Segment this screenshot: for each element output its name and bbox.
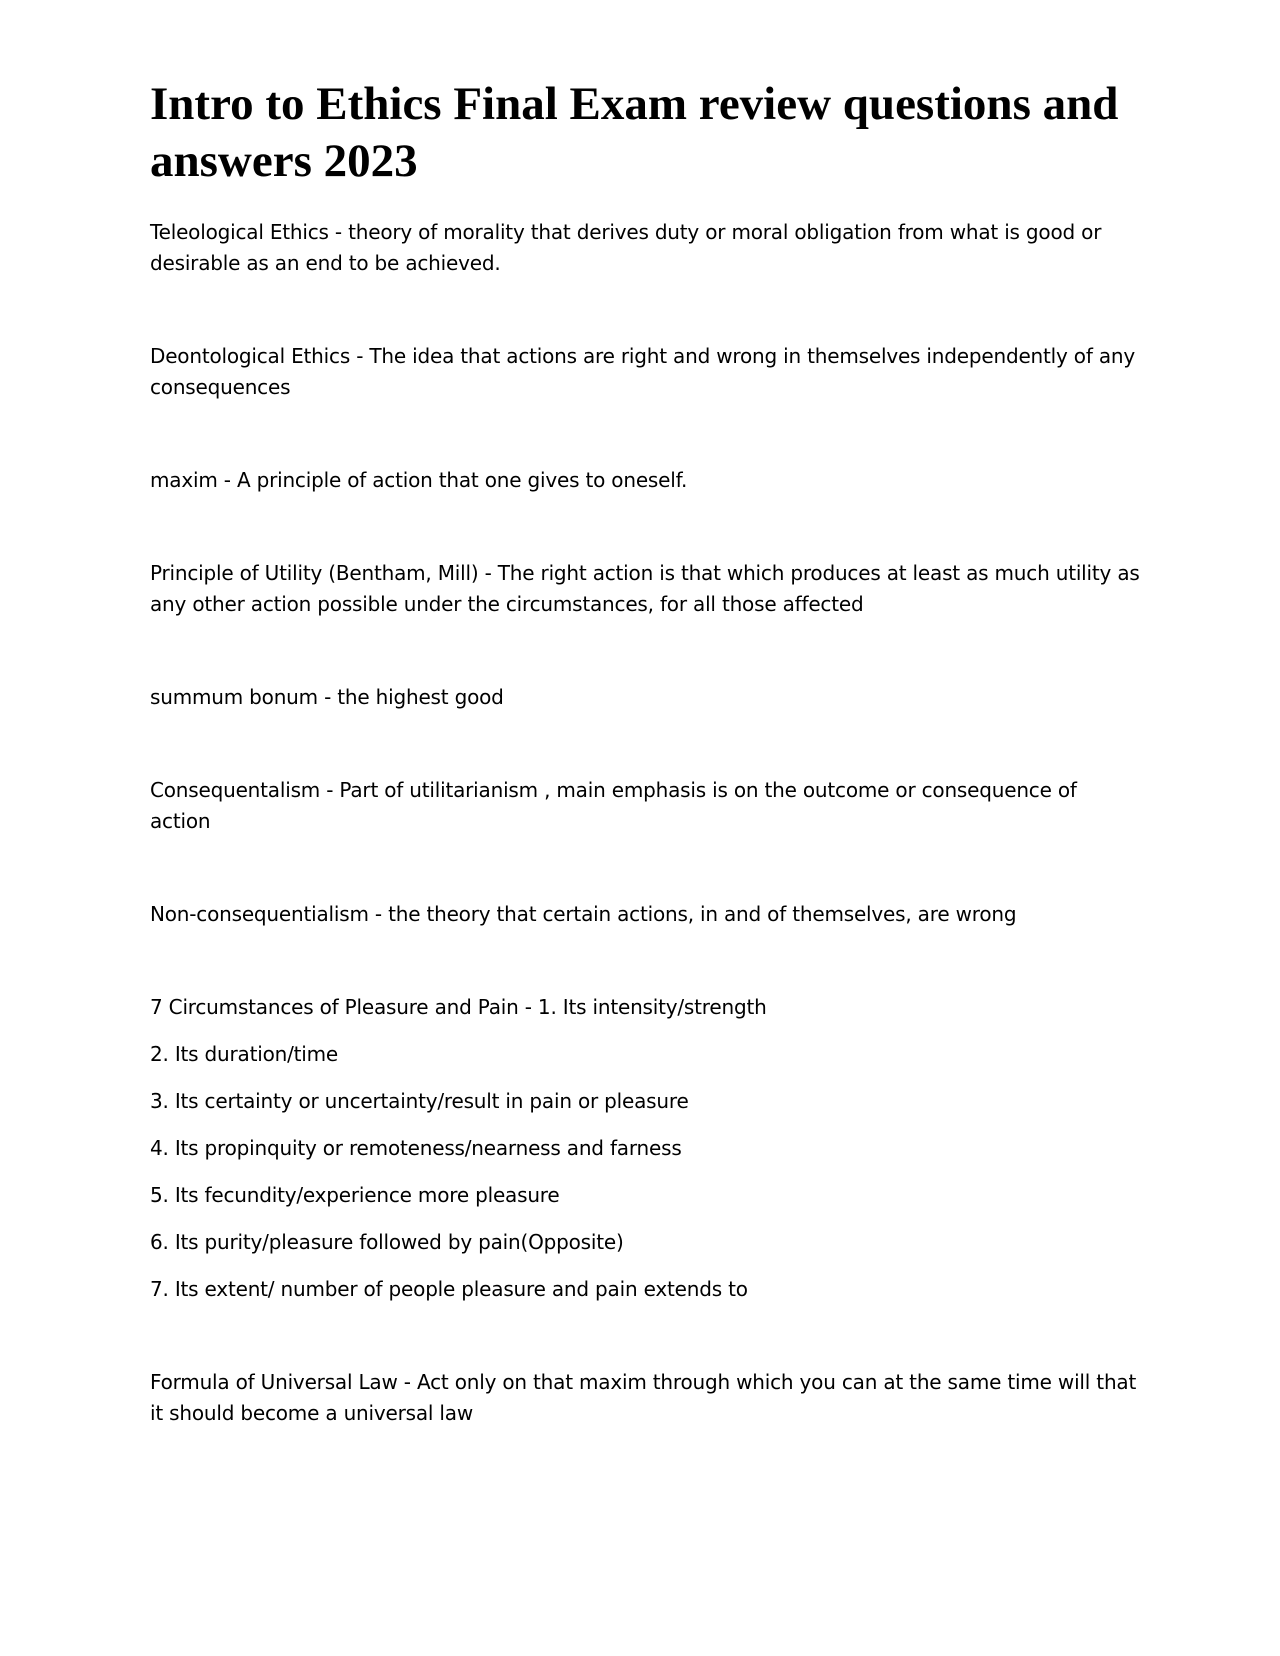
document-content xyxy=(150,76,1140,1429)
circumstance-item: 7 Circumstances of Pleasure and Pain - 1. Its intensity/strength xyxy=(150,995,767,1019)
entry-non-consequentialism: Non-consequentialism - the theory that certain actions, in and of themselves, are wrong xyxy=(150,902,1017,926)
circumstance-item: 2. Its duration/time xyxy=(150,1042,339,1066)
paragraph-gap xyxy=(150,930,1140,992)
paragraph-gap xyxy=(150,279,1140,341)
circumstances-list xyxy=(150,992,1140,1305)
entry-consequentalism: Consequentalism - Part of utilitarianism , main emphasis is on the outcome or consequence of action xyxy=(150,778,1077,833)
circumstance-item: 4. Its propinquity or remoteness/nearness and farness xyxy=(150,1136,682,1160)
document-title: Intro to Ethics Final Exam review questions and answers 2023 xyxy=(150,78,1119,187)
circumstance-item: 3. Its certainty or uncertainty/result in pain or pleasure xyxy=(150,1089,689,1113)
paragraph-gap xyxy=(150,496,1140,558)
entry-formula-of-universal-law: Formula of Universal Law - Act only on that maxim through which you can at the same time will that it should become a universal law xyxy=(150,1370,1137,1425)
paragraph-gap xyxy=(150,620,1140,682)
circumstance-item: 6. Its purity/pleasure followed by pain(Opposite) xyxy=(150,1230,624,1254)
entry-deontological-ethics: Deontological Ethics - The idea that actions are right and wrong in themselves independently of any consequences xyxy=(150,344,1136,399)
paragraph-gap xyxy=(150,837,1140,899)
entry-teleological-ethics: Teleological Ethics - theory of morality that derives duty or moral obligation from what is good or desirable as an end to be achieved. xyxy=(150,220,1102,275)
paragraph-gap xyxy=(150,403,1140,465)
paragraph-gap xyxy=(150,713,1140,775)
entry-maxim: maxim - A principle of action that one gives to oneself. xyxy=(150,468,688,492)
entry-summum-bonum: summum bonum - the highest good xyxy=(150,685,504,709)
entry-principle-of-utility: Principle of Utility (Bentham, Mill) - The right action is that which produces at least as much utility as any other action possible under the circumstances, for all those affected xyxy=(150,561,1140,616)
circumstance-item: 7. Its extent/ number of people pleasure and pain extends to xyxy=(150,1277,748,1301)
paragraph-gap xyxy=(150,1305,1140,1367)
circumstance-item: 5. Its fecundity/experience more pleasure xyxy=(150,1183,560,1207)
